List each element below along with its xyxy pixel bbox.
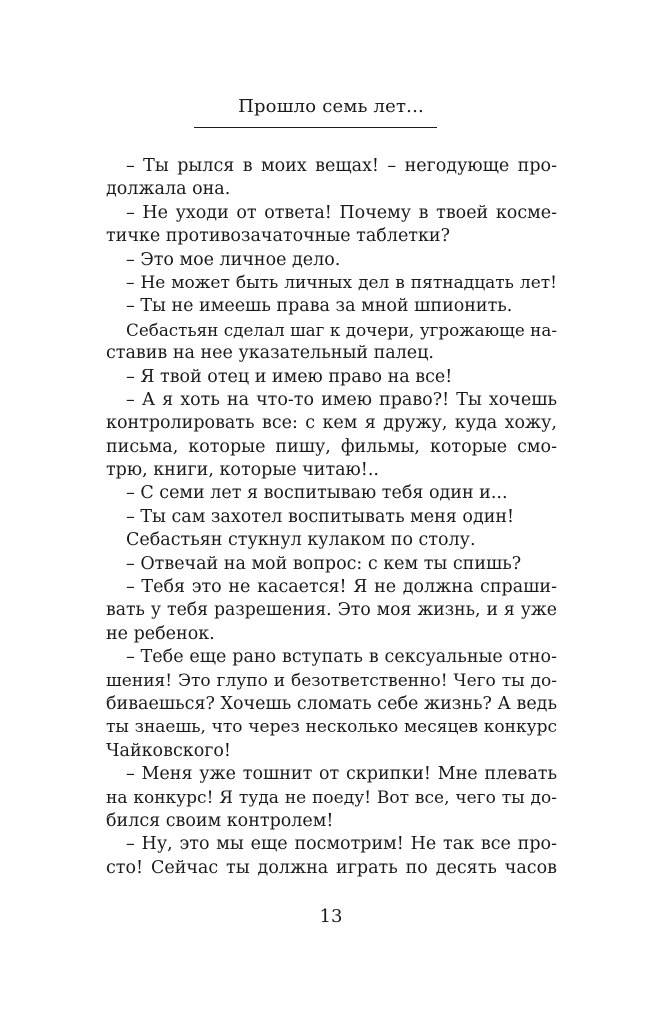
text-line: – А я хоть на что-то имею право?! Ты хочешь [126, 389, 557, 410]
text-line: – Меня уже тошнит от скрипки! Мне плевать [126, 764, 557, 785]
running-title: Прошло семь лет... [238, 96, 424, 117]
header-rule [194, 127, 437, 128]
text-line: – Ты рылся в моих вещах! – негодующе про- [126, 156, 557, 176]
text-line: тичке противозачаточные таблетки? [106, 226, 450, 247]
text-line: – Не может быть личных дел в пятнадцать лет! [126, 272, 557, 293]
text-line: Чайковского! [106, 740, 231, 761]
text-line: должала она. [106, 179, 231, 200]
text-line: – Ты сам захотел воспитывать меня один! [126, 506, 515, 527]
text-line: – Ну, это мы еще посмотрим! Не так все про- [126, 834, 557, 855]
text-line: письма, которые пишу, фильмы, которые смо- [106, 436, 557, 457]
text-line: Себастьян сделал шаг к дочери, угрожающе на- [126, 319, 557, 340]
text-line: ты знаешь, что через несколько месяцев конкурс [106, 717, 557, 738]
text-line: на конкурс! Я туда не поеду! Вот все, чего ты до- [106, 787, 557, 808]
text-line: – С семи лет я воспитываю тебя один и... [126, 483, 508, 504]
page-number: 13 [319, 906, 343, 927]
text-line: – Тебе еще рано вступать в сексуальные отно- [126, 647, 557, 668]
text-line: сто! Сейчас ты должна играть по десять часов [106, 857, 557, 878]
text-line: – Тебя это не касается! Я не должна спраши- [126, 577, 557, 598]
text-line: – Отвечай на мой вопрос: с кем ты спишь? [126, 553, 522, 574]
text-line: шения! Это глупо и безответственно! Чего ты до- [106, 670, 557, 691]
text-line: контролировать все: с кем я дружу, куда хожу, [106, 413, 557, 434]
text-line: – Не уходи от ответа! Почему в твоей космe- [126, 202, 557, 223]
text-line: – Ты не имеешь права за мной шпионить. [126, 296, 513, 317]
text-line: – Я твой отец и имею право на все! [126, 366, 453, 387]
text-line: ставив на нее указательный палец. [106, 343, 434, 364]
text-line: – Это мое личное дело. [126, 249, 341, 270]
text-line: бился своим контролем! [106, 810, 334, 831]
text-line: трю, книги, которые читаю!.. [106, 460, 379, 481]
text-line: не ребенок. [106, 623, 215, 644]
text-line: Себастьян стукнул кулаком по столу. [126, 530, 476, 551]
text-line: вать у тебя разрешения. Это моя жизнь, и я уже [106, 600, 557, 621]
body-text [106, 155, 557, 880]
text-line: биваешься? Хочешь сломать себе жизнь? А ведь [106, 693, 557, 714]
